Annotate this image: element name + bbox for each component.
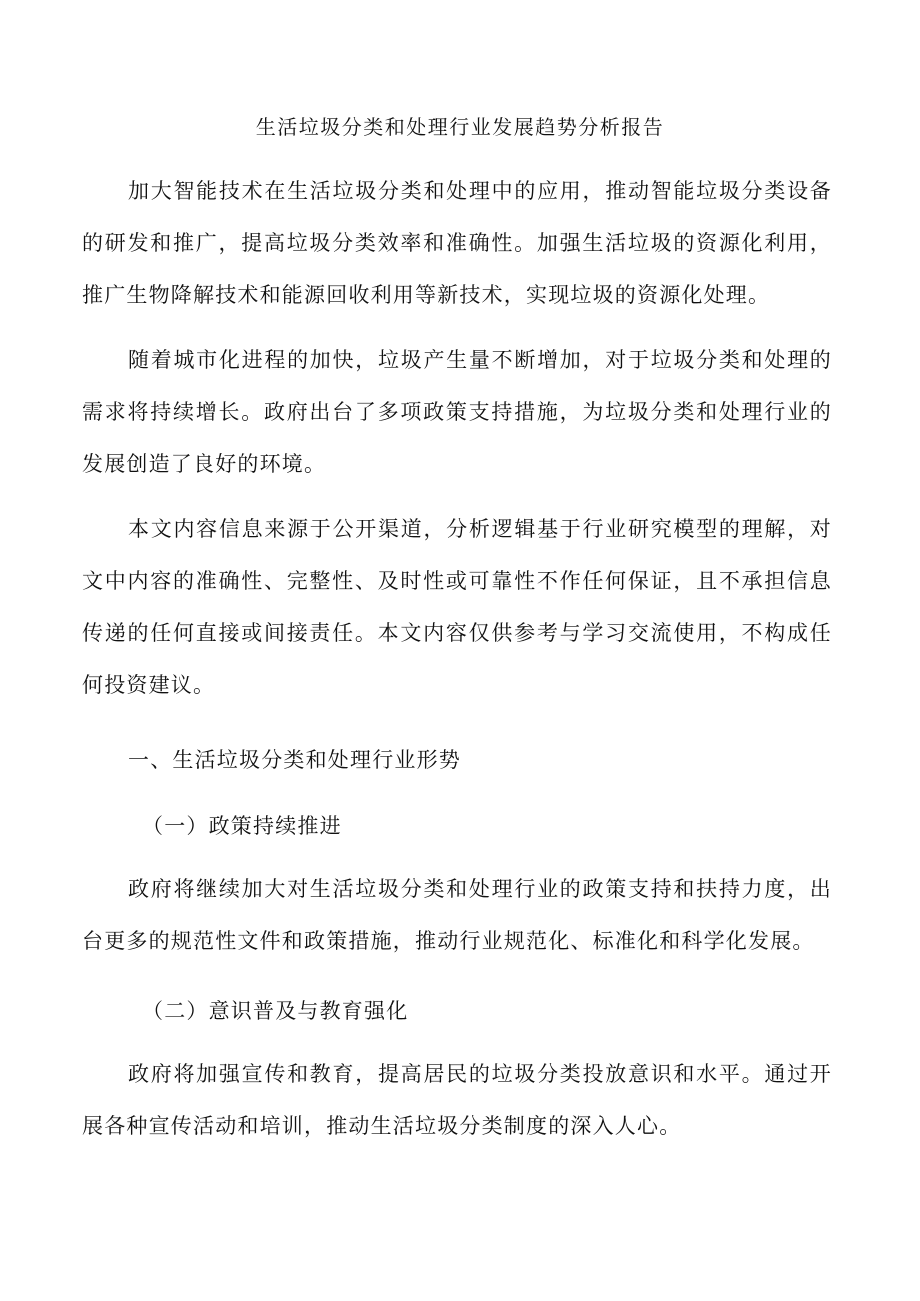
subsection-2-body: 政府将加强宣传和教育，提高居民的垃圾分类投放意识和水平。通过开展各种宣传活动和培训，推动生活垃圾分类制度的深入人心。 [82,1062,832,1138]
intro-paragraph-1: 加大智能技术在生活垃圾分类和处理中的应用，推动智能垃圾分类设备的研发和推广，提高垃圾分类效率和准确性。加强生活垃圾的资源化利用，推广生物降解技术和能源回收利用等新技术，实现垃圾的资源化处理。 [82,179,832,307]
section-1-heading: 一、生活垃圾分类和处理行业形势 [128,748,461,772]
document-title: 生活垃圾分类和处理行业发展趋势分析报告 [255,115,665,139]
disclaimer-paragraph: 本文内容信息来源于公开渠道，分析逻辑基于行业研究模型的理解，对文中内容的准确性、完整性、及时性或可靠性不作任何保证，且不承担信息传递的任何直接或间接责任。本文内容仅供参考与学习交流使用，不构成任何投资建议。 [82,517,832,697]
subsection-1-heading: （一）政策持续推进 [142,814,342,838]
subsection-2-heading: （二）意识普及与教育强化 [142,999,409,1023]
intro-paragraph-2: 随着城市化进程的加快，垃圾产生量不断增加，对于垃圾分类和处理的需求将持续增长。政府出台了多项政策支持措施，为垃圾分类和处理行业的发展创造了良好的环境。 [82,348,832,476]
subsection-1-body: 政府将继续加大对生活垃圾分类和处理行业的政策支持和扶持力度，出台更多的规范性文件和政策措施，推动行业规范化、标准化和科学化发展。 [82,877,832,953]
